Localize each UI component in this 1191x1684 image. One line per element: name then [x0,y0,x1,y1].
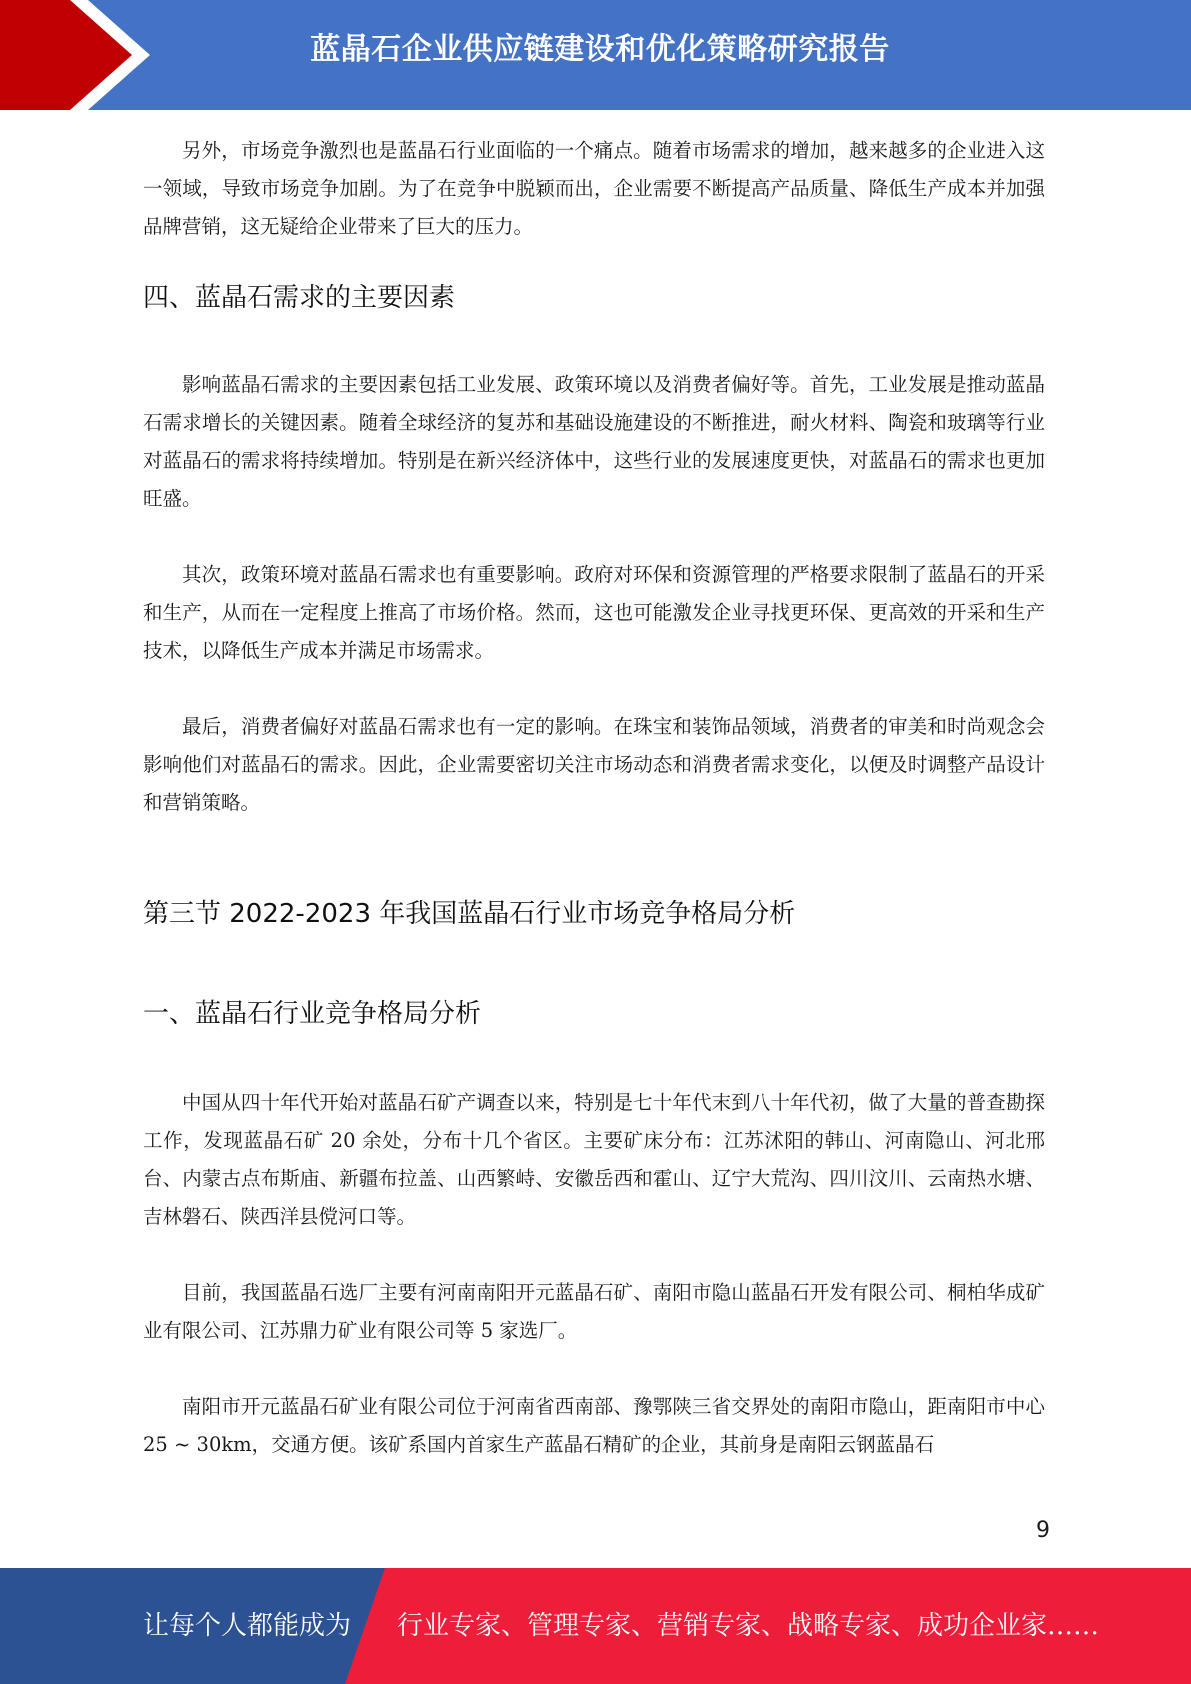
paragraph-policy-environment: 其次，政策环境对蓝晶石需求也有重要影响。政府对环保和资源管理的严格要求限制了蓝晶石的开采和生产，从而在一定程度上推高了市场价格。然而，这也可能激发企业寻找更环保、更高效的开采和生产技术，以降低生产成本并满足市场需求。 [143,563,1045,662]
page-number: 9 [1036,1518,1050,1543]
document-body [143,132,1045,1464]
heading-demand-factors: 四、蓝晶石需求的主要因素 [143,283,456,313]
paragraph-processing-plants: 目前，我国蓝晶石选厂主要有河南南阳开元蓝晶石矿、南阳市隐山蓝晶石开发有限公司、桐柏华成矿业有限公司、江苏鼎力矿业有限公司等 5 家选厂。 [143,1281,1045,1342]
paragraph-industrial-development: 影响蓝晶石需求的主要因素包括工业发展、政策环境以及消费者偏好等。首先，工业发展是推动蓝晶石需求增长的关键因素。随着全球经济的复苏和基础设施建设的不断推进，耐火材料、陶瓷和玻璃等行业对蓝晶石的需求将持续增加。特别是在新兴经济体中，这些行业的发展速度更快，对蓝晶石的需求也更加旺盛。 [143,373,1045,510]
footer-slogan-left: 让每个人都能成为 [143,1611,352,1641]
page-footer [0,1568,1191,1684]
paragraph-kaiyuan-company: 南阳市开元蓝晶石矿业有限公司位于河南省西南部、豫鄂陕三省交界处的南阳市隐山，距南阳市中心 25 ~ 30km，交通方便。该矿系国内首家生产蓝晶石精矿的企业，其前身是南阳云钢蓝晶石 [143,1395,1045,1456]
heading-section-three: 第三节 2022-2023 年我国蓝晶石行业市场竞争格局分析 [143,899,796,929]
heading-competition-landscape: 一、蓝晶石行业竞争格局分析 [143,999,482,1029]
paragraph-market-competition: 另外，市场竞争激烈也是蓝晶石行业面临的一个痛点。随着市场需求的增加，越来越多的企业进入这一领域，导致市场竞争加剧。为了在竞争中脱颖而出，企业需要不断提高产品质量、降低生产成本并加强品牌营销，这无疑给企业带来了巨大的压力。 [143,139,1045,238]
footer-slogan-right: 行业专家、管理专家、营销专家、战略专家、成功企业家…… [397,1611,1100,1641]
header-red-chevron [0,0,140,110]
paragraph-consumer-preference: 最后，消费者偏好对蓝晶石需求也有一定的影响。在珠宝和装饰品领域，消费者的审美和时尚观念会影响他们对蓝晶石的需求。因此，企业需要密切关注市场动态和消费者需求变化，以便及时调整产品设计和营销策略。 [143,715,1045,814]
paragraph-deposit-survey: 中国从四十年代开始对蓝晶石矿产调查以来，特别是七十年代末到八十年代初，做了大量的普查勘探工作，发现蓝晶石矿 20 余处，分布十几个省区。主要矿床分布：江苏沭阳的韩山、河南隐山、河北邢台、内蒙古点布斯庙、新疆布拉盖、山西繁峙、安徽岳西和霍山、辽宁大荒沟、四川汶川、云南热水塘、吉林磐石、陕西洋县傥河口等。 [143,1091,1045,1228]
page-header [0,0,1191,110]
report-title: 蓝晶石企业供应链建设和优化策略研究报告 [310,32,890,67]
